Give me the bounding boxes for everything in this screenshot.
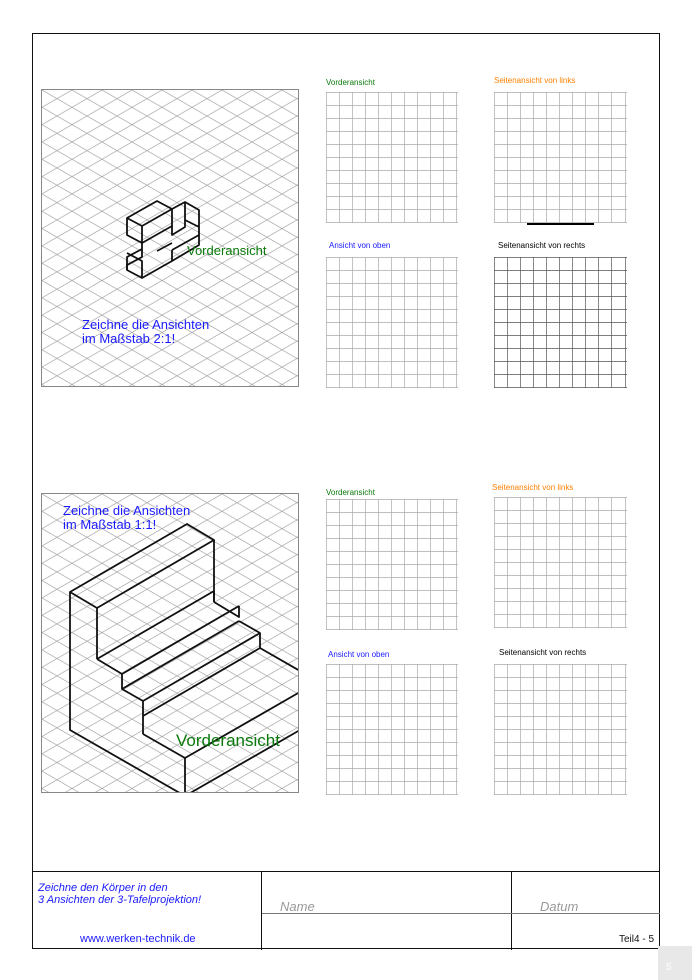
drawing-grid-front[interactable] — [326, 499, 458, 632]
page-number: 5 — [666, 962, 672, 973]
view-label-right: Seitenansicht von rechts — [499, 648, 587, 657]
page-number-tab — [658, 946, 692, 980]
drawing-grid-right[interactable] — [494, 664, 627, 797]
front-direction-label: Vorderansicht — [187, 243, 267, 258]
view-label-right: Seitenansicht von rechts — [498, 241, 586, 250]
isometric-drawing-lower — [41, 493, 299, 793]
drawing-grid-top[interactable] — [326, 257, 458, 390]
instruction-line-1: Zeichne die Ansichten — [63, 503, 191, 518]
name-cell[interactable] — [262, 872, 512, 950]
part-number: Teil4 - 5 — [618, 934, 654, 945]
task-description — [38, 882, 201, 906]
isometric-drawing-upper — [41, 89, 299, 387]
instruction-text-lower — [63, 504, 190, 532]
view-label-left: Seitenansicht von links — [492, 483, 574, 492]
name-underline — [262, 913, 512, 914]
task-line-2: 3 Ansichten der 3-Tafelprojektion! — [38, 894, 202, 906]
name-label: Name — [280, 899, 315, 914]
drawing-grid-left[interactable] — [494, 497, 627, 630]
drawing-grid-top[interactable] — [326, 664, 458, 797]
drawing-grid-left[interactable] — [494, 92, 627, 225]
title-block — [32, 871, 660, 949]
view-label-front: Vorderansicht — [326, 78, 375, 87]
date-label: Datum — [540, 899, 579, 914]
website-link[interactable]: www.werken-technik.de — [80, 933, 196, 945]
instruction-line-1: Zeichne die Ansichten — [82, 317, 210, 332]
view-label-left: Seitenansicht von links — [494, 76, 576, 85]
drawing-grid-front[interactable] — [326, 92, 458, 225]
task-cell — [32, 872, 262, 950]
view-label-top: Ansicht von oben — [328, 650, 390, 659]
task-line-1: Zeichne den Körper in den — [38, 882, 168, 894]
date-underline — [512, 913, 660, 914]
instruction-line-2: im Maßstab 1:1! — [63, 517, 157, 532]
drawing-grid-right[interactable] — [494, 257, 627, 390]
front-direction-label: Vorderansicht — [176, 731, 280, 750]
instruction-line-2: im Maßstab 2:1! — [82, 331, 176, 346]
view-label-front: Vorderansicht — [326, 488, 375, 497]
view-label-top: Ansicht von oben — [329, 241, 391, 250]
instruction-text-upper — [82, 318, 209, 346]
date-cell[interactable] — [512, 872, 660, 950]
